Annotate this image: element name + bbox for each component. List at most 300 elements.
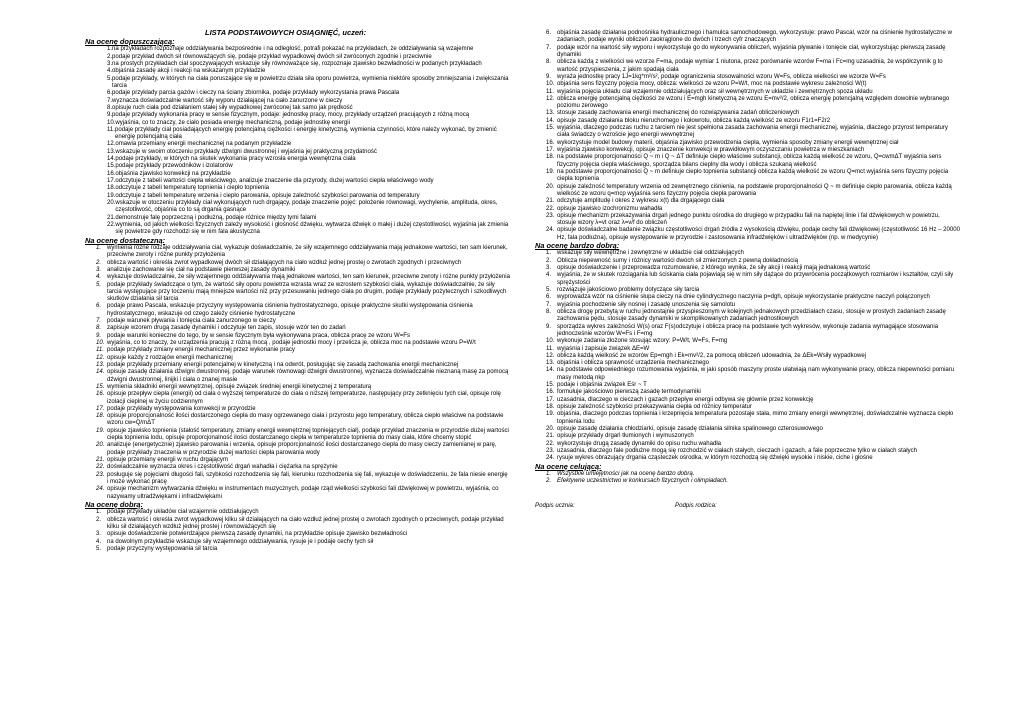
item-number: 12.: [546, 352, 555, 359]
item-text: podaje przykłady ciał posiadających energię potencjalną ciężkości i energię kinetyczną, wymienia czynności, które należy wykonać, by zmienić energię potencjalną ciała: [114, 126, 497, 141]
item-number: 4.: [546, 272, 552, 279]
item-text: na prostych przykładach ciał spoczywających wskazuje siły równoważące się, rozpoznaje zjawisko bezwładności w podanych przykładach: [112, 61, 482, 68]
signature-student: Podpis ucznia:: [535, 501, 575, 509]
list-item: [85, 222, 510, 237]
item-number: 19.: [96, 427, 105, 434]
list-item: [85, 245, 510, 260]
list-item: [85, 362, 510, 369]
left-column: [85, 38, 510, 553]
item-text: formułuje jakościowo pierwszą zasadę termodynamiki: [557, 389, 701, 396]
item-text: stosuje zasadę zachowania energii mechanicznej do rozwiązywania zadań obliczeniowych: [557, 110, 800, 117]
item-number: 4.: [96, 538, 102, 545]
item-number: 18.: [546, 154, 555, 161]
list-item: [85, 546, 510, 553]
item-text: wyjaśnia i zapisuje związek ΔE=W: [557, 345, 650, 352]
item-text: wykazuje doświadczalnie, że siły wzajemnego oddziaływania mają jednakowe wartości, ten sam kierunek, przeciwne zwroty i różne punkty przyłożenia: [107, 274, 510, 281]
item-text: wyjaśnia, co to znaczy, że urządzenia pracują z różną mocą , podaje jednostki mocy i przelicza je, oblicza moc na podstawie wzoru P=W/t: [107, 340, 476, 346]
list-item: [85, 406, 510, 413]
item-number: 24.: [96, 486, 105, 493]
item-number: 19.: [107, 192, 116, 199]
list-dostateczna: [85, 245, 510, 501]
item-text: opisuje zjawisko topnienia (stałość temperatury, zmiany energii wewnętrznej topniejących ciał), podaje przykład znaczenia w przyrodzie dużej wartości ciepła topnienia lodu, opisuje proporcjonalność ilości dostarczanego ciepła w temperaturze topnienia do masy ciała, które chcemy stopić: [107, 427, 509, 442]
item-text: opisuje doświadczenie potwierdzające pierwszą zasadę dynamiki, na przykładzie opisuje zjawisko bezwładności: [107, 531, 408, 538]
item-number: 20.: [107, 199, 116, 206]
list-item: [535, 471, 960, 478]
item-number: 1.: [96, 244, 102, 251]
item-text: demonstruje falę poprzeczną i podłużną, podaje różnice między tymi falami: [115, 214, 317, 221]
document-title: LISTA PODSTAWOWYCH OSIĄGNIĘĆ, uczeń:: [205, 28, 367, 37]
item-number: 18.: [96, 413, 105, 420]
item-number: 2.: [546, 478, 552, 485]
item-number: 10.: [546, 81, 555, 88]
list-item: [535, 478, 960, 485]
list-item: [535, 154, 960, 169]
item-number: 13.: [546, 360, 555, 367]
item-text: podaje warunek pływania i tonięcia ciała zanurzonego w cieczy: [107, 318, 276, 325]
item-text: Oblicza niepewność sumy i różnicy wartości dwóch sił zmierzonych z pewną dokładnością: [557, 257, 798, 264]
list-item: [85, 120, 510, 127]
item-text: wymienia składniki energii wewnętrznej, opisuje związek średniej energii kinetycznej z temperaturą: [107, 383, 372, 390]
list-item: [85, 384, 510, 391]
list-item: [85, 517, 510, 532]
item-number: 21.: [546, 198, 555, 205]
list-item: [85, 413, 510, 428]
list-item: [535, 110, 960, 117]
item-text: uzasadnia, dlaczego fale podłużne mogą się rozchodzić w ciałach stałych, cieczach i gazach, a fale poprzeczne tylko w ciałach stałych: [557, 447, 917, 454]
item-number: 21.: [546, 433, 555, 440]
item-text: opisuje przepływ ciepła (energii) od ciała o wyższej temperaturze do ciała o niższej temperaturze, następujący przy zetknięciu tych ciał, opisuje rolę izolacji cieplnej w życiu codziennym: [107, 391, 501, 405]
item-text: podaje wzór na wartość siły wyporu i wykorzystuje go do wykonywania obliczeń, wyjaśnia pływanie i tonięcie ciał, wykorzystując pierwszą zasadę dynamiki: [557, 44, 946, 58]
item-text: oblicza wartość i określa zwrot wypadkowej dwóch sił działających na ciało wzdłuż jednej prostej o zwrotach zgodnych i przeciwnych: [107, 259, 462, 266]
item-number: 3.: [96, 531, 102, 538]
list-item: [85, 347, 510, 354]
item-number: 6.: [107, 90, 113, 97]
list-item: [85, 149, 510, 156]
item-number: 5.: [96, 545, 102, 552]
item-number: 11.: [107, 126, 115, 133]
list-dobra-right: [535, 30, 960, 242]
item-number: 15.: [107, 163, 116, 170]
list-item: [85, 90, 510, 97]
item-text: objaśnia sens fizyczny pojęcia mocy, oblicza: wielkości ze wzoru P=W/t, moc na podstawie wykresu zależności W(t): [557, 81, 867, 88]
item-number: 15.: [96, 383, 105, 390]
item-text: wyjaśnia, że w skutek rozciągania lub ściskania ciała pojawiają się w nim siły dążące do przywrócenia początkowych rozmiarów i kształtów, czyli siły sprężystości: [557, 272, 954, 286]
list-item: [85, 509, 510, 516]
item-text: analizuje (energetycznie) zjawisko parowania i wrzenia, opisuje proporcjonalność ilości dostarczanego ciepła do masy cieczy zamienianej w parę, podaje przykłady znaczenia w przyrodzie dużej wartości ciepła parowania wody: [107, 442, 497, 456]
item-text: wymienia, od jakich wielkości fizycznych zależy wysokość i głośność dźwięku, wytwarza dźwięk o małej i dużej częstotliwości, wyjaśnia jak zmienia się powietrze gdy rozchodzi się w nim fala akustyczna: [115, 221, 509, 236]
item-text: objaśnia i oblicza sprawność urządzenia mechanicznego: [557, 360, 709, 367]
item-text: oblicza drogę przebytą w ruchu jednostajnie przyspieszonym w kolejnych jednakowych przedziałach czasu, stosuje w prostych zadaniach zasadę zachowania pędu, stosuje zasady dynamiki w skomplikowanych zadaniach jednostkowych: [557, 308, 946, 323]
item-text: objaśnia zasadę działania podnośnika hydraulicznego i hamulca samochodowego, wykorzystuje: prawo Pascal, wzór na ciśnienie hydrostatyczne w zadaniach, podaje wyniki obliczeń zaokrąglone do dwóch i trzech cyfr znaczących: [557, 30, 952, 44]
item-number: 19.: [546, 168, 555, 175]
item-number: 2.: [546, 257, 552, 264]
list-item: [535, 389, 960, 396]
item-number: 1.: [546, 250, 552, 257]
list-item: [85, 260, 510, 267]
item-text: podaje przykład dwóch sił równoważących się, podaje przykład wypadkowej dwóch sił zwróconych zgodnie i przeciwnie: [112, 53, 432, 60]
list-item: [535, 353, 960, 360]
item-number: 4.: [96, 274, 102, 281]
item-text: na przykładach rozpoznaje oddziaływania bezpośrednie i na odległość, potrafi pokazać na przykładach, że oddziaływania są wzajemne: [112, 46, 474, 53]
item-text: opisuje doświadczenie i przeprowadza rozumowanie, z którego wynika, że siły akcji i reakcji mają jednakową wartość: [557, 265, 871, 272]
item-text: opisuje ruch ciała pod działaniem stałej siły wypadkowej zwróconej tak samo jak prędkość: [112, 104, 353, 111]
item-number: 22.: [107, 221, 116, 228]
item-number: 9.: [546, 323, 552, 330]
list-item: [535, 294, 960, 301]
list-item: [535, 125, 960, 140]
item-text: wskazuje siły wewnętrzne i zewnętrzne w układzie ciał oddziałujących: [557, 250, 744, 257]
item-text: wykorzystuje drugą zasadę dynamiki do opisu ruchu wahadła: [557, 440, 722, 447]
list-item: [535, 81, 960, 88]
list-item: [535, 96, 960, 111]
item-number: 9.: [546, 73, 552, 80]
item-number: 9.: [107, 112, 113, 119]
item-number: 17.: [546, 147, 555, 153]
list-item: [535, 198, 960, 205]
item-number: 14.: [96, 369, 105, 376]
list-item: [85, 163, 510, 170]
item-text: Wszystkie umiejętności jak na ocenę bardzo dobrą.: [557, 470, 695, 477]
item-number: 20.: [546, 425, 555, 432]
item-text: na podstawie odpowiedniego rozumowania wyjaśnia, w jaki sposób maszyny proste ułatwiają nam wykonywanie pracy, oblicza niepewności pomiaru masy metodą nkp: [557, 367, 955, 381]
list-item: [535, 382, 960, 389]
item-number: 13.: [96, 361, 105, 368]
list-item: [535, 74, 960, 81]
list-item: [535, 338, 960, 345]
item-number: 5.: [107, 75, 113, 82]
list-item: [535, 433, 960, 440]
section-heading-celujaca: Na ocenę celującą:: [535, 461, 602, 471]
list-item: [535, 30, 960, 45]
list-bardzo-dobra: [535, 250, 960, 462]
section-heading-dostateczna: Na ocenę dostateczną:: [85, 235, 166, 245]
item-number: 20.: [546, 183, 555, 190]
item-text: wyprowadza wzór na ciśnienie słupa cieczy na dnie cylindrycznego naczynia p=dgh, opisuje wykorzystanie praktyczne naczyń połączonych: [557, 294, 930, 301]
item-text: opisuje przykłady drgań tłumionych i wymuszonych: [557, 433, 694, 440]
item-number: 5.: [96, 281, 102, 288]
item-text: uzasadnia, dlaczego w cieczach i gazach przepływ energii odbywa się głównie przez konwekcję: [557, 396, 814, 403]
item-text: wyjaśnia pojęcia układu ciał wzajemnie oddziałujących oraz sił wewnętrznych w układzie i zewnętrznych spoza układu: [557, 88, 873, 95]
item-number: 18.: [546, 404, 555, 411]
list-item: [85, 464, 510, 471]
list-item: [85, 156, 510, 163]
item-text: podaje przykłady, w których na ciała poruszające się w powietrzu działa siła oporu powietrza, wymienia niektóre sposoby zmniejszania i zwiększania tarcia: [112, 75, 509, 89]
item-number: 8.: [546, 59, 552, 66]
item-number: 1.: [96, 509, 102, 516]
item-number: 17.: [546, 396, 555, 403]
list-item: [535, 59, 960, 74]
item-number: 21.: [96, 457, 105, 463]
item-text: objaśnia zasadę akcji i reakcji na wskazanym przykładzie: [112, 68, 266, 75]
item-number: 6.: [546, 30, 552, 36]
item-text: podaje przykłady świadczące o tym, że wartość siły oporu powietrza wzrasta wraz ze wzrostem szybkości ciała, wykazuje doświadczalnie, że siły tarcia występujące przy toczeniu mają mniejsze wartości niż przy przesuwaniu jednego ciała po drugim, podaje przykłady pożytecznych i szkodliwych skutków działania sił tarcia: [107, 281, 507, 303]
item-text: wyjaśnia pochodzenie siły nośnej i zasadę unoszenia się samolotu: [557, 301, 736, 308]
item-text: wykorzystuje model budowy materii, objaśnia zjawisko przewodzenia ciepła, wymienia sposoby zmiany energii wewnętrznej ciał: [557, 139, 899, 146]
item-number: 23.: [546, 212, 555, 219]
list-item: [535, 411, 960, 426]
list-item: [535, 184, 960, 199]
list-item: [85, 486, 510, 501]
item-number: 10.: [546, 338, 555, 345]
item-number: 13.: [546, 110, 555, 117]
item-text: opisuje przemiany energii w ruchu drgającym: [107, 457, 228, 463]
item-text: odczytuje z tabeli wartości ciepła właściwego, analizuje znaczenie dla przyrody, dużej wartości ciepła właściwego wody: [115, 178, 434, 185]
item-text: podaje przykłady przewodników i izolatorów: [115, 163, 233, 170]
item-text: odczytuje z tabeli temperaturę wrzenia i ciepło parowania, opisuje zależność szybkości parowania od temperatury: [115, 192, 420, 199]
item-number: 20.: [96, 442, 105, 449]
item-number: 7.: [546, 44, 552, 51]
item-number: 8.: [96, 325, 102, 332]
item-number: 7.: [96, 318, 102, 325]
item-text: analizuje zachowanie się ciał na podstawie pierwszej zasady dynamiki: [107, 266, 296, 273]
item-text: opisuje zależność temperatury wrzenia od zewnętrznego ciśnienia, na podstawie proporcjonalności Q ~ m definiuje ciepło parowania, oblicza każdą wielkość ze wzoru q=mcp wyjaśnia sens fizyczny pojęcia ciepła parowania: [557, 183, 952, 197]
list-item: [85, 340, 510, 347]
item-text: podaje przyczyny występowania sił tarcia: [107, 545, 218, 552]
item-text: opisuje zależność szybkości przekazywania ciepła od różnicy temperatur: [557, 404, 752, 411]
item-number: 12.: [96, 354, 105, 361]
item-number: 16.: [546, 139, 555, 146]
item-number: 15.: [546, 382, 555, 389]
list-item: [85, 391, 510, 406]
item-number: 1.: [546, 470, 552, 477]
item-number: 7.: [546, 301, 552, 308]
list-item: [85, 178, 510, 185]
list-item: [85, 68, 510, 75]
item-text: odczytuje z tabeli temperaturę topnienia i ciepło topnienia: [115, 185, 270, 192]
list-item: [85, 282, 510, 304]
item-text: podaje przykłady, w których na skutek wykonania pracy wzrosła energia wewnętrzna ciała: [115, 156, 356, 163]
item-number: 1.: [107, 46, 113, 53]
item-text: na dowolnym przykładzie wskazuje siły wzajemnego oddziaływania, rysuje je i podaje cechy tych sił: [107, 538, 374, 545]
list-item: [535, 324, 960, 339]
list-item: [535, 360, 960, 367]
item-text: opisuje zasadę działania dźwigni dwustronnej, podaje warunek równowagi dźwigni dwustronnej, wyznacza doświadczalnie nieznaną masę za pomocą dźwigni dwustronnej, linijki i ciała o znanej masie: [107, 369, 509, 383]
item-text: objaśnia, dlaczego podczas topnienia i krzepnięcia temperatura pozostaje stała, mimo zmiany energii wewnętrznej, doświadczalnie wyznacza ciepło topnienia lodu: [557, 411, 954, 425]
item-number: 11.: [96, 347, 104, 354]
list-item: [535, 367, 960, 382]
list-item: [85, 46, 510, 53]
list-item: [535, 45, 960, 60]
item-text: opisuje proporcjonalność ilości dostarczonego ciepła do masy ogrzewanego ciała i przyrostu jego temperatury, oblicza ciepło właściwe na podstawie wzoru cw=Q/mΔT: [107, 413, 504, 427]
item-text: opisuje doświadczalne badanie związku częstotliwości drgań źródła z wysokością dźwięku, podaje cechy fali dźwiękowej (częstotliwość 16 Hz – 20000 Hz, fala podłużna), opisuje występowanie w przyrodzie i zastosowania infradźwięków i ultradźwięków (np. w medycynie): [557, 227, 960, 241]
item-number: 3.: [107, 61, 113, 68]
list-item: [535, 448, 960, 455]
item-text: podaje przykłady parcia gazów i cieczy na ściany zbiornika, podaje przykłady wykorzystania prawa Pascala: [112, 90, 400, 97]
item-number: 8.: [546, 308, 552, 315]
item-text: wyznacza doświadczalnie wartość siły wyporu działającej na ciało zanurzone w cieczy: [112, 97, 343, 104]
section-heading-dopuszczajaca: Na ocenę dopuszczającą:: [85, 37, 175, 46]
list-item: [535, 206, 960, 213]
item-number: 17.: [107, 178, 116, 185]
section-heading-bardzo-dobra: Na ocenę bardzo dobrą:: [535, 241, 620, 251]
item-text: opisuje zasadę działania bloku nieruchomego i kołowrotu, oblicza każdą wielkość ze wzoru F1r1=F2r2: [557, 117, 831, 124]
item-number: 23.: [546, 447, 555, 454]
item-number: 22.: [546, 205, 555, 212]
item-number: 22.: [546, 440, 555, 447]
item-text: wskazuje w swoim otoczeniu przykłady dźwigni dwustronnej i wyjaśnia jej praktyczną przydatność: [115, 148, 377, 155]
list-item: [85, 171, 510, 178]
item-text: podaje i objaśnia związek Eśr ~ T: [557, 382, 647, 389]
item-text: opisuje zasadę działania chłodziarki, opisuje zasadę działania silnika spalinowego czterosuwowego: [557, 425, 823, 432]
list-item: [85, 127, 510, 142]
list-item: [85, 112, 510, 119]
item-text: podaje przykłady przemiany energii potencjalnej w kinetyczną i na odwrót, posługując się zasadą zachowania energii mechanicznej: [107, 361, 459, 368]
list-item: [85, 141, 510, 148]
item-number: 10.: [96, 340, 105, 346]
item-text: podaje przykłady układów ciał wzajemnie oddziałujących: [107, 509, 259, 516]
item-text: sporządza wykres zależności W(s) oraz F(s)odczytuje i oblicza pracę na podstawie tych wykresów, wykonuje zadania wymagające stosowania jednocześnie wzorów W=Fs i F=mg: [557, 323, 939, 337]
item-text: wyraża jednostkę pracy 1J=1kg*m²/s², podaje ograniczenia stosowalności wzoru W=Fs, oblicza wielkości we wzorze W=Fs: [557, 73, 886, 80]
item-number: 12.: [546, 95, 555, 102]
item-number: 3.: [96, 266, 102, 273]
list-item: [85, 61, 510, 68]
list-item: [535, 441, 960, 448]
item-number: 24.: [546, 455, 555, 462]
item-number: 14.: [107, 156, 116, 163]
item-number: 3.: [546, 265, 552, 272]
list-item: [535, 227, 960, 242]
signature-row: [535, 502, 960, 509]
section-heading-dobra: Na ocenę dobrą:: [85, 499, 143, 509]
item-text: opisuje mechanizm wytwarzania dźwięku w instrumentach muzycznych, podaje rząd wielkości szybkości fali dźwiękowej w powietrzu, wyjaśnia, co nazywamy ultradźwiękami i infradźwiękami: [107, 486, 499, 500]
list-item: [85, 318, 510, 325]
item-number: 13.: [107, 148, 116, 155]
item-number: 7.: [107, 97, 113, 104]
item-number: 18.: [107, 185, 116, 192]
list-item: [85, 105, 510, 112]
list-item: [85, 531, 510, 538]
list-item: [535, 213, 960, 228]
item-text: oblicza wartość i określa zwrot wypadkowej kilku sił działających na ciało wzdłuż jednej prostej o zwrotach zgodnych o przeciwnych, podaje przykład kilku sił działających wzdłuż jednej prostej i równoważących się: [107, 516, 504, 530]
list-item: [85, 325, 510, 332]
item-text: oblicza każdą wielkość ze wzorów Ep=mgh i Ek=mv²/2, za pomocą obliczeń udowadnia, że ΔEk=Wsiły wypadkowej: [557, 352, 867, 359]
item-number: 16.: [96, 391, 105, 398]
list-item: [535, 346, 960, 353]
item-number: 22.: [96, 464, 105, 471]
list-item: [535, 118, 960, 125]
item-text: wymienia różne rodzaje oddziaływania ciał, wykazuje doświadczalnie, że siły wzajemnego oddziaływania mają jednakowe wartości, ten sam kierunek, przeciwne zwroty i różne punkty przyłożenia: [107, 244, 508, 259]
item-number: 10.: [107, 119, 116, 126]
list-item: [535, 265, 960, 272]
list-item: [85, 457, 510, 464]
list-item: [85, 442, 510, 457]
list-item: [85, 185, 510, 192]
signature-parent: Podpis rodzica:: [675, 501, 717, 509]
item-number: 14.: [546, 367, 555, 374]
item-number: 19.: [546, 411, 555, 418]
list-item: [85, 215, 510, 222]
item-text: na podstawie proporcjonalności Q ~ m definiuje ciepło topnienia substancji oblicza każdą wielkość ze wzoru Q=mct wyjaśnia sens fizyczny pojęcia ciepła topnienia: [557, 168, 949, 183]
item-number: 16.: [546, 389, 555, 396]
item-text: rysuje wykres obrazujący drgania cząsteczek ośrodka, w którym rozchodzą się dźwięki wysokie i niskie, ciche i głośne: [557, 455, 873, 462]
item-number: 2.: [107, 53, 113, 60]
list-celujaca: [535, 471, 960, 486]
list-item: [85, 355, 510, 362]
item-text: podaje przykłady wykonania pracy w sensie fizycznym, podaje: jednostkę pracy, mocy, przykłady urządzeń pracujących z różną mocą: [112, 112, 470, 119]
list-item: [85, 333, 510, 340]
item-text: objaśnia zjawisko konwekcji na przykładzie: [115, 170, 231, 177]
item-number: 12.: [107, 141, 116, 148]
item-text: na podstawie proporcjonalności Q ~ m i Q ~ ΔT definiuje ciepło właściwe substancji, oblicza każdą wielkość ze wzoru, Q=cwmΔT wyjaśnia sens fizyczny pojęcia ciepła właściwego, sporządza bilans cieplny dla wody i oblicza szukaną wielkość: [557, 154, 942, 168]
item-text: podaje przykłady występowania konwekcji w przyrodzie: [107, 405, 256, 412]
item-number: 24.: [546, 227, 555, 234]
list-item: [535, 397, 960, 404]
item-text: rozwiązuje jakościowo problemy dotyczące siły tarcia: [557, 287, 700, 294]
item-text: wskazuje w otoczeniu przykłady ciał wykonujących ruch drgający, podaje znaczenie pojęć: położenie równowagi, wychylenie, amplituda, okres, częstotliwość, objaśnia co to są drgania gasnące: [115, 199, 498, 214]
list-item: [85, 76, 510, 91]
item-number: 9.: [96, 332, 102, 339]
item-text: Efektywne uczestnictwo w konkursach fizycznych i olimpiadach.: [557, 478, 729, 485]
item-text: wyjaśnia, dlaczego podczas ruchu z tarciem nie jest spełniona zasada zachowania energii mechanicznej, wyjaśnia, dlaczego przyrost temperatury ciała świadczy o wzroście jego energii wewnętrznej: [557, 125, 948, 139]
item-text: odczytuje amplitudę i okres z wykresu x(t) dla drgającego ciała: [557, 198, 725, 205]
item-number: 4.: [107, 68, 113, 75]
list-dobra-left: [85, 509, 510, 553]
list-item: [85, 428, 510, 443]
item-number: 17.: [96, 405, 105, 412]
list-item: [535, 272, 960, 287]
item-text: oblicza energię potencjalną ciężkości ze wzoru i E=mgh kinetyczną ze wzoru E=mv²/2, oblicza energię potencjalną względem dowolnie wybranego poziomu zerowego: [557, 95, 950, 110]
item-number: 16.: [107, 170, 116, 177]
list-item: [535, 250, 960, 257]
item-number: 6.: [546, 294, 552, 301]
item-number: 5.: [546, 287, 552, 294]
list-item: [85, 303, 510, 318]
item-text: podaje prawo Pascala, wskazuje przyczyny występowania ciśnienia hydrostatycznego, opisuje praktyczne skutki występowania ciśnienia hydrostatycznego, wskazuje od czego zależy ciśnienie hydrostatyczne: [107, 303, 473, 317]
list-item: [535, 258, 960, 265]
item-number: 23.: [96, 471, 105, 478]
item-text: podaje przykłady zmiany energii mechanicznej przez wykonanie pracy: [107, 347, 295, 354]
list-item: [535, 147, 960, 154]
list-item: [85, 193, 510, 200]
list-item: [85, 54, 510, 61]
list-item: [535, 309, 960, 324]
list-item: [535, 426, 960, 433]
list-item: [85, 369, 510, 384]
list-item: [535, 404, 960, 411]
item-number: 2.: [96, 516, 102, 523]
list-item: [85, 539, 510, 546]
list-dopuszczajaca: [85, 46, 510, 236]
item-text: opisuje każdy z rodzajów energii mechanicznej: [107, 354, 233, 361]
item-text: doświadczalnie wyznacza okres i częstotliwość drgań wahadła i ciężarka na sprężynie: [107, 464, 338, 471]
item-number: 2.: [96, 259, 102, 266]
list-item: [535, 302, 960, 309]
item-text: omawia przemiany energii mechanicznej na podanym przykładzie: [115, 141, 292, 148]
list-item: [85, 98, 510, 105]
list-item: [85, 274, 510, 281]
item-text: wyjaśnia, co to znaczy, że ciało posiada energię mechaniczną, podaje jednostkę energii: [115, 119, 350, 126]
list-item: [85, 472, 510, 487]
item-text: zapisuje wzorem drugą zasadę dynamiki i odczytuje ten zapis, stosuje wzór ten do zadań: [107, 325, 346, 332]
list-item: [85, 200, 510, 215]
item-number: 11.: [546, 88, 554, 95]
list-item: [535, 140, 960, 147]
item-number: 11.: [546, 345, 554, 352]
item-text: opisuje zjawisko izochronizmu wahadła: [557, 205, 663, 212]
item-number: 8.: [107, 104, 113, 111]
list-item: [85, 267, 510, 274]
item-text: wykonuje zadania złożone stosując wzory: P=W/t, W=Fs, F=mg: [557, 338, 728, 345]
right-column: [535, 30, 960, 509]
item-number: 14.: [546, 117, 555, 124]
item-text: opisuje mechanizm przekazywania drgań jednego punktu ośrodka do drugiego w przypadku fali na napiętej linie i fal dźwiękowych w powietrzu, stosuje wzory λ=vt oraz λ=v/f do obliczeń: [557, 212, 940, 227]
item-text: podaje warunki konieczne do tego, by w sensie fizycznym była wykonywana praca, oblicza pracę ze wzoru W=Fs: [107, 332, 410, 339]
list-item: [535, 89, 960, 96]
list-item: [535, 169, 960, 184]
list-item: [535, 287, 960, 294]
item-text: oblicza każdą z wielkości we wzorze F=ma, podaje wymiar 1 niutona, przez porównanie wzorów F=ma i Fc=mg uzasadnia, że współczynnik g to wartość przyspieszenia, z jakim spadają ciała: [557, 59, 943, 73]
item-number: 15.: [546, 125, 555, 132]
